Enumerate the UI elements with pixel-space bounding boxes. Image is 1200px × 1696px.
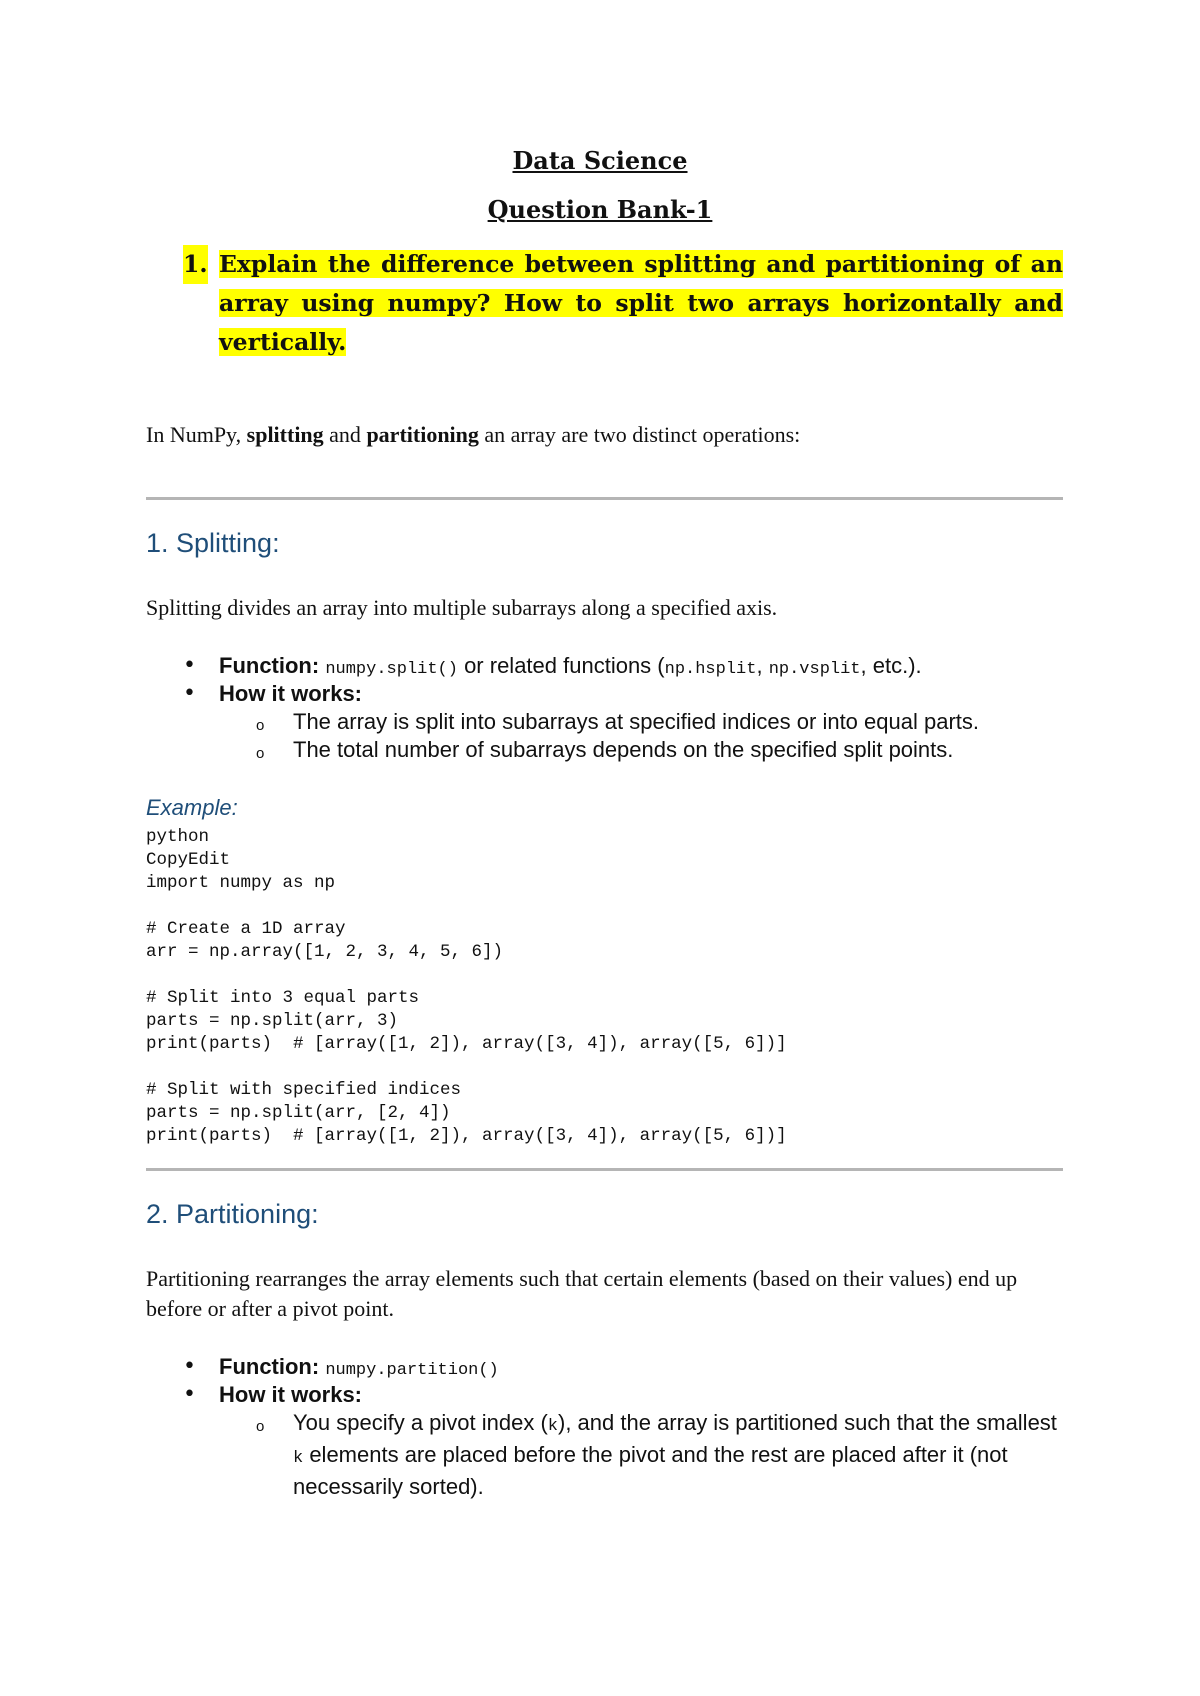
sub-bullet [0,708,1200,736]
sub-bullet-text: The array is split into subarrays at specified indices or into equal parts. [293,709,979,734]
bullet-text: , etc.). [860,653,922,678]
question-number: 1. [183,245,208,284]
document-subtitle: Question Bank-1 [487,195,713,224]
code-inline: np.vsplit [768,660,861,679]
code-inline: k [547,1417,558,1436]
intro-text: In NumPy, [146,422,247,447]
sub-bullet-text-part: ), and the array is partitioned such that the smallest [558,1410,1057,1435]
bullet-label: How it works: [219,681,363,706]
question-text-line-1: Explain the difference between splitting and partitioning of an [219,250,1063,278]
sub-bullet-text: The total number of subarrays depends on the specified split points. [293,737,954,762]
bullet-text: , [756,653,769,678]
bullet-dot-icon: • [183,681,196,706]
circle-bullet-icon: o [256,745,265,762]
intro-text: an array are two distinct operations: [478,422,801,447]
example-label: Example: [146,795,238,820]
sub-bullet [0,1409,1200,1499]
partitioning-description: Partitioning rearranges the array elements such that certain elements (based on their values) end up before or after a pivot point. [146,1266,1018,1321]
bullet-how-it-works [0,680,1200,708]
bullet-dot-icon: • [183,1382,196,1407]
bullet-label: How it works: [219,1382,363,1407]
intro-paragraph [146,422,800,448]
code-inline: k [293,1449,304,1468]
sub-bullet-text-part: You specify a pivot index ( [293,1410,548,1435]
sub-bullet-text-part: elements are placed before the pivot and the rest are placed after it (not necessarily sorted). [293,1442,1008,1499]
question-text-line-2: array using numpy? How to split two arrays horizontally and [219,289,1063,317]
circle-bullet-icon: o [256,1418,265,1435]
section-heading-splitting: 1. Splitting: [146,528,280,558]
bullet-label: Function: [219,653,320,678]
sub-bullet [0,736,1200,764]
bullet-label: Function: [219,1354,320,1379]
splitting-description: Splitting divides an array into multiple subarrays along a specified axis. [146,595,778,620]
bullet-dot-icon: • [183,1354,196,1379]
code-block: python CopyEdit import numpy as np # Create a 1D array arr = np.array([1, 2, 3, 4, 5, 6]) # Split into 3 equal parts parts = np.split(arr, 3) print(parts) # [array([1, 2]), array([3, 4]), array([5, 6])] # Split with specified indices parts = np.split(arr, [2, 4]) print(parts) # [array([1, 2]), array([3, 4]), array([5, 6])] [146,827,787,1146]
section-heading-partitioning: 2. Partitioning: [146,1199,319,1229]
circle-bullet-icon: o [256,717,265,734]
intro-text: and [323,422,367,447]
horizontal-divider [146,497,1063,500]
intro-term-splitting: splitting [246,422,324,447]
bullet-function [0,1353,1200,1381]
bullet-how-it-works [0,1381,1200,1409]
bullet-dot-icon: • [183,653,196,678]
code-inline: np.hsplit [664,660,757,679]
code-inline: numpy.split() [325,660,458,679]
question-text-line-3: vertically. [219,328,347,356]
horizontal-divider [146,1168,1063,1171]
document-title: Data Science [512,146,688,175]
bullet-text: or related functions ( [457,653,665,678]
intro-term-partitioning: partitioning [366,422,479,447]
sub-bullet-text [293,1409,1063,1501]
bullet-function [0,652,1200,680]
code-inline: numpy.partition() [325,1361,499,1380]
